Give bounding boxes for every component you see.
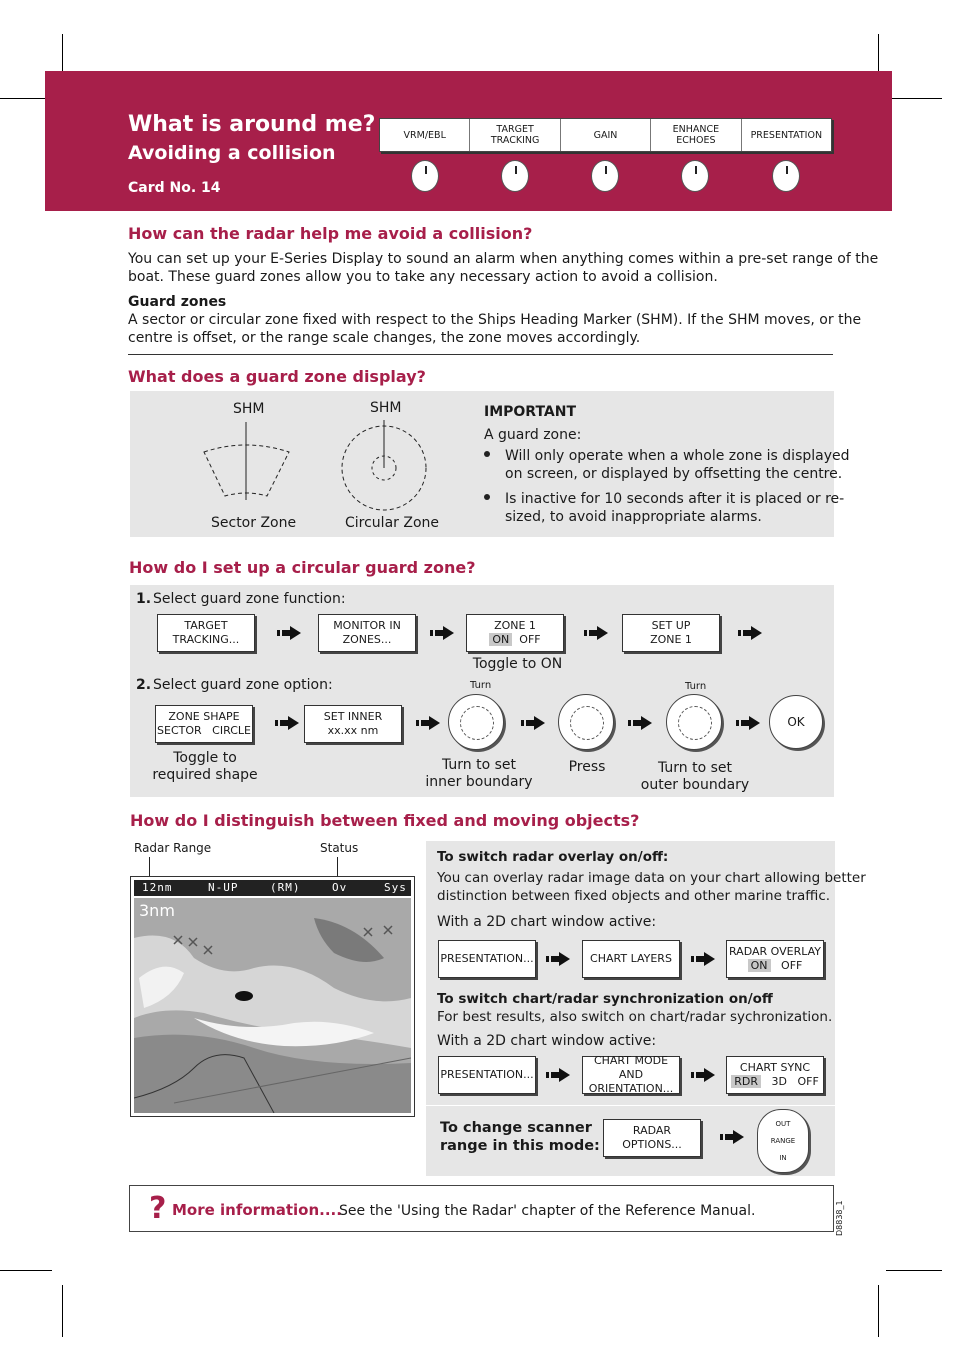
arrow-right-icon [720,1130,744,1144]
overlay-readout: Ov [332,881,348,894]
zone-shape-toggle[interactable] [155,705,253,743]
range-readout: 12nm [142,881,173,894]
outer-caption: outer boundary [640,777,750,793]
sys-readout: Sys [384,881,407,894]
rotary-dial-press-icon[interactable] [558,694,614,750]
radar-overlay-screenshot [130,876,415,1117]
guard-zone-diagram [195,418,445,518]
overlay-text: You can overlay radar image data on your chart allowing better [437,870,866,886]
on-option: ON [489,633,512,646]
on-off-row [489,633,540,647]
chart-layers-button[interactable]: CHART LAYERS [582,940,680,978]
softkey-presentation: PRESENTATION [750,129,823,141]
toggle-on-caption: Toggle to ON [472,656,563,672]
button-line: MONITOR IN [333,619,401,632]
zone-1-toggle[interactable] [466,614,564,652]
button-line: RADAR [632,1124,672,1137]
chart-mode-orientation-button[interactable] [582,1056,680,1094]
section-heading: How do I set up a circular guard zone? [129,558,476,577]
divider [128,354,833,355]
press-caption: Press [568,759,606,775]
turn-label: Turn [685,681,707,692]
softkey-button-icon [591,160,619,192]
softkey-button-icon [501,160,529,192]
softkey-button-icon [411,160,439,192]
sector-option: SECTOR [157,724,202,737]
on-option: ON [748,959,771,972]
off-option: OFF [519,633,541,646]
sync-options [731,1075,819,1089]
off-option: OFF [797,1075,819,1088]
arrow-right-icon [691,952,715,966]
target-tracking-button[interactable] [157,614,255,652]
guard-zones-subheading: Guard zones [128,294,227,310]
step-text: Select guard zone option: [153,677,333,693]
section-heading: What does a guard zone display? [128,367,426,386]
radar-overlay-toggle[interactable] [726,940,824,978]
button-line: ZONE SHAPE [168,710,240,723]
button-line: RADAR OVERLAY [728,945,822,958]
arrow-right-icon [521,716,545,730]
crop-mark [62,1285,63,1337]
button-line: ZONE 1 [494,619,536,632]
softkey-target-tracking: TARGET TRACKING [470,119,560,151]
range-overlay-text: 3nm [139,901,175,920]
button-line: SET INNER [323,710,383,723]
card-number: Card No. 14 [128,180,221,196]
radar-chart-map [134,898,411,1113]
presentation-button[interactable]: PRESENTATION... [438,940,536,978]
set-up-zone-1-button[interactable] [622,614,720,652]
button-line: ORIENTATION... [588,1082,674,1095]
button-line: TARGET [184,619,228,632]
button-line: xx.xx nm [327,724,379,737]
arrow-right-icon [416,716,440,730]
bullet-text: Is inactive for 10 seconds after it is placed or re- [505,491,845,507]
button-line: OPTIONS... [622,1138,682,1151]
scanner-range-title: To change scanner [440,1120,592,1136]
more-info-label: More information.... [172,1201,342,1219]
button-line: CHART MODE AND [593,1054,669,1081]
set-inner-button[interactable] [304,705,402,743]
step-text: Select guard zone function: [153,591,346,607]
inner-caption: Turn to set [441,757,517,773]
overlay-title: To switch radar overlay on/off: [437,849,669,865]
scanner-range-title: range in this mode: [440,1138,600,1154]
guard-zones-line: centre is offset, or the range scale changes, the zone moves accordingly. [128,330,641,346]
button-line: ZONES... [342,633,392,646]
crop-mark [0,1270,52,1271]
step-number: 1. [136,591,152,607]
section-heading: How can the radar help me avoid a collision? [128,224,533,243]
softkey-vrm-ebl: VRM/EBL [380,119,470,151]
sector-zone-label: Sector Zone [211,515,297,531]
rotary-dial-icon[interactable] [666,694,722,750]
inner-caption: inner boundary [425,774,533,790]
bullet-text: Will only operate when a whole zone is displayed [505,448,850,464]
bullet-text: sized, to avoid inappropriate alarms. [505,509,762,525]
arrow-right-icon [584,626,608,640]
circular-zone-label: Circular Zone [345,515,440,531]
arrow-right-icon [691,1068,715,1082]
crop-mark [886,1270,942,1271]
shm-label: SHM [370,400,402,416]
more-info-text: See the 'Using the Radar' chapter of the Reference Manual. [339,1203,756,1219]
question-mark-icon: ? [149,1191,167,1226]
presentation-button[interactable]: PRESENTATION... [438,1056,536,1094]
rocker-in-label: IN [779,1153,787,1162]
mode-readout: N-UP [208,881,239,894]
softkey-bar [379,118,832,152]
arrow-right-icon [628,716,652,730]
arrow-right-icon [546,952,570,966]
chart-window-note: With a 2D chart window active: [437,1033,657,1049]
arrow-right-icon [738,626,762,640]
arrow-right-icon [736,716,760,730]
bullet-icon [484,451,490,457]
sync-text: For best results, also switch on chart/radar sychronization. [437,1009,833,1025]
ok-button[interactable]: OK [769,695,823,749]
button-line: SET UP [651,619,691,632]
page-subtitle: Avoiding a collision [128,142,336,164]
radar-options-button[interactable] [603,1119,701,1157]
arrow-right-icon [546,1068,570,1082]
softkey-gain: GAIN [561,119,651,151]
outer-caption: Turn to set [657,760,733,776]
guard-zones-line: A sector or circular zone fixed with respect to the Ships Heading Marker (SHM). If the SHM moves, or the [128,312,862,328]
on-off-row [748,959,803,973]
rocker-out-label: OUT [775,1120,791,1129]
chart-sync-toggle[interactable] [726,1056,824,1094]
shape-options [157,724,251,738]
button-line: ZONE 1 [650,633,692,646]
sync-title: To switch chart/radar synchronization on/off [437,991,773,1007]
softkey-button-icon [681,160,709,192]
shm-label: SHM [233,401,265,417]
motion-readout: (RM) [270,881,301,894]
radar-range-label: Radar Range [134,841,212,855]
softkey-enhance-echoes: ENHANCE ECHOES [651,119,741,151]
rotary-dial-icon[interactable] [448,694,504,750]
toggle-caption: required shape [152,767,258,783]
button-line: TRACKING... [172,633,240,646]
intro-line: boat. These guard zones allow you to take any necessary action to avoid a collision. [128,269,718,285]
status-label: Status [320,841,359,855]
arrow-right-icon [430,626,454,640]
overlay-text: distinction between fixed objects and other marine traffic. [437,888,831,904]
off-option: OFF [781,959,803,972]
intro-line: You can set up your E-Series Display to sound an alarm when anything comes within a pre-set range of the [128,251,879,267]
important-heading: IMPORTANT [484,404,577,420]
step-number: 2. [136,677,152,693]
bullet-text: on screen, or displayed by offsetting the centre. [505,466,843,482]
important-intro: A guard zone: [484,427,582,443]
3d-option: 3D [771,1075,787,1088]
turn-label: Turn [470,680,492,691]
page-title: What is around me? [128,112,376,137]
arrow-right-icon [277,626,301,640]
section-heading: How do I distinguish between fixed and moving objects? [130,811,640,830]
rdr-option: RDR [731,1075,761,1088]
range-rocker-key[interactable] [757,1109,809,1173]
crop-mark [890,98,942,99]
softkey-button-icon [772,160,800,192]
bullet-icon [484,494,490,500]
arrow-right-icon [275,716,299,730]
monitor-in-zones-button[interactable] [318,614,416,652]
rocker-range-label: RANGE [770,1136,796,1145]
circle-option: CIRCLE [212,724,251,737]
crop-mark [878,1285,879,1337]
button-line: CHART SYNC [739,1061,811,1074]
radar-status-bar [134,880,411,896]
figure-code: D8838_1 [835,1200,844,1236]
chart-window-note: With a 2D chart window active: [437,914,657,930]
toggle-caption: Toggle to [173,750,237,766]
